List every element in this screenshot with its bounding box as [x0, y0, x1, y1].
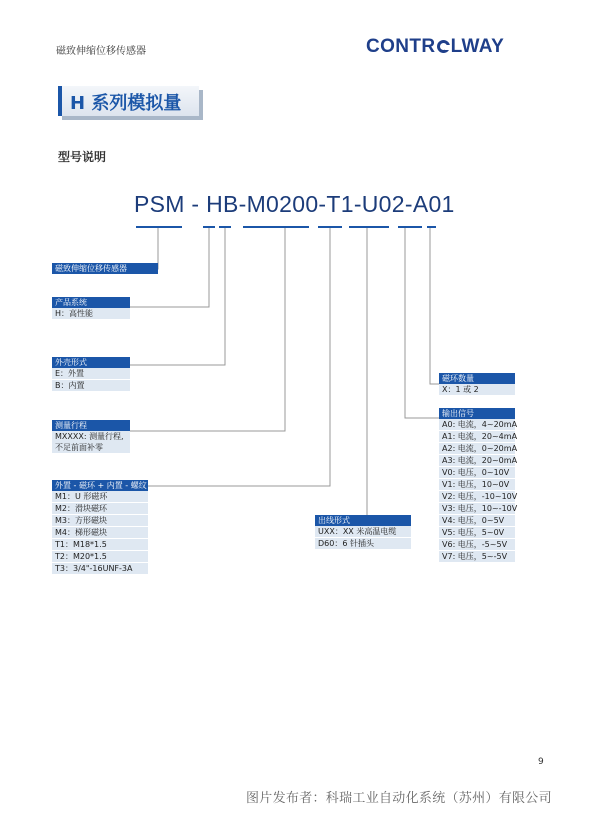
output-row: V7: 电压，5~-5V [439, 551, 515, 563]
header-doc-title: 磁致伸缩位移传感器 [56, 46, 146, 57]
line-mount [148, 228, 330, 486]
line-output [405, 228, 439, 418]
housing-row: B：内置 [52, 380, 130, 392]
series-row: H：高性能 [52, 308, 130, 320]
housing-row: E：外置 [52, 368, 130, 380]
box-product-series [52, 297, 130, 320]
box-magnet-count [439, 373, 515, 396]
box-series-head: 产品系统 [52, 297, 130, 308]
outlet-row: UXX：XX 米高温电缆 [315, 526, 411, 538]
mount-row: T1：M18*1.5 [52, 539, 148, 551]
output-row: A3: 电流，20~0mA [439, 455, 515, 467]
section-title: H 系列模拟量 [70, 93, 182, 114]
box-mount [52, 480, 148, 575]
box-output-head: 输出信号 [439, 408, 515, 419]
mount-row: T2：M20*1.5 [52, 551, 148, 563]
brand-logo: CONTR LWAY [366, 36, 505, 57]
model-code: PSM - HB-M0200-T1-U02-A01 [134, 191, 455, 217]
box-output [439, 408, 518, 563]
output-row: V6: 电压，-5~5V [439, 539, 515, 551]
mount-row: M2：滑块磁环 [52, 503, 148, 515]
output-row: V1: 电压，10~0V [439, 479, 515, 491]
outlet-row: D60：6 针插头 [315, 538, 411, 550]
publisher-footer: 图片发布者：科瑞工业自动化系统（苏州）有限公司 [246, 791, 552, 806]
box-outlet [315, 515, 411, 550]
mount-row: T3：3/4"-16UNF-3A [52, 563, 148, 575]
line-housing [130, 228, 225, 365]
box-sensor-head: 磁致伸缩位移传感器 [52, 263, 158, 274]
output-row: V3: 电压，10~-10V [439, 503, 515, 515]
output-row: V4: 电压，0~5V [439, 515, 515, 527]
output-row: A2: 电流，0~20mA [439, 443, 515, 455]
output-row: V2: 电压，-10~10V [439, 491, 515, 503]
output-row: V5: 电压，5~0V [439, 527, 515, 539]
output-row: A1: 电流，20~4mA [439, 431, 515, 443]
box-mount-head: 外置 - 磁环 + 内置 - 螺纹 [52, 480, 148, 491]
output-row: V0: 电压，0~10V [439, 467, 515, 479]
subtitle: 型号说明 [58, 150, 107, 164]
box-magnet-head: 磁环数量 [439, 373, 515, 384]
line-stroke [130, 228, 285, 431]
output-row: A0: 电流，4~20mA [439, 419, 515, 431]
box-housing-head: 外壳形式 [52, 357, 130, 368]
line-magnet [430, 228, 439, 384]
mount-row: M3：方形磁块 [52, 515, 148, 527]
box-outlet-head: 出线形式 [315, 515, 411, 526]
magnet-row: X：1 或 2 [439, 384, 515, 396]
box-stroke-head: 测量行程 [52, 420, 130, 431]
box-housing [52, 357, 130, 392]
box-stroke [52, 420, 130, 454]
box-sensor [52, 263, 158, 274]
mount-row: M1：U 形磁环 [52, 491, 148, 503]
mount-row: M4：梯形磁块 [52, 527, 148, 539]
stroke-row: MXXXX: 测量行程,不足前面补零 [52, 431, 130, 454]
page-number: 9 [538, 757, 544, 767]
